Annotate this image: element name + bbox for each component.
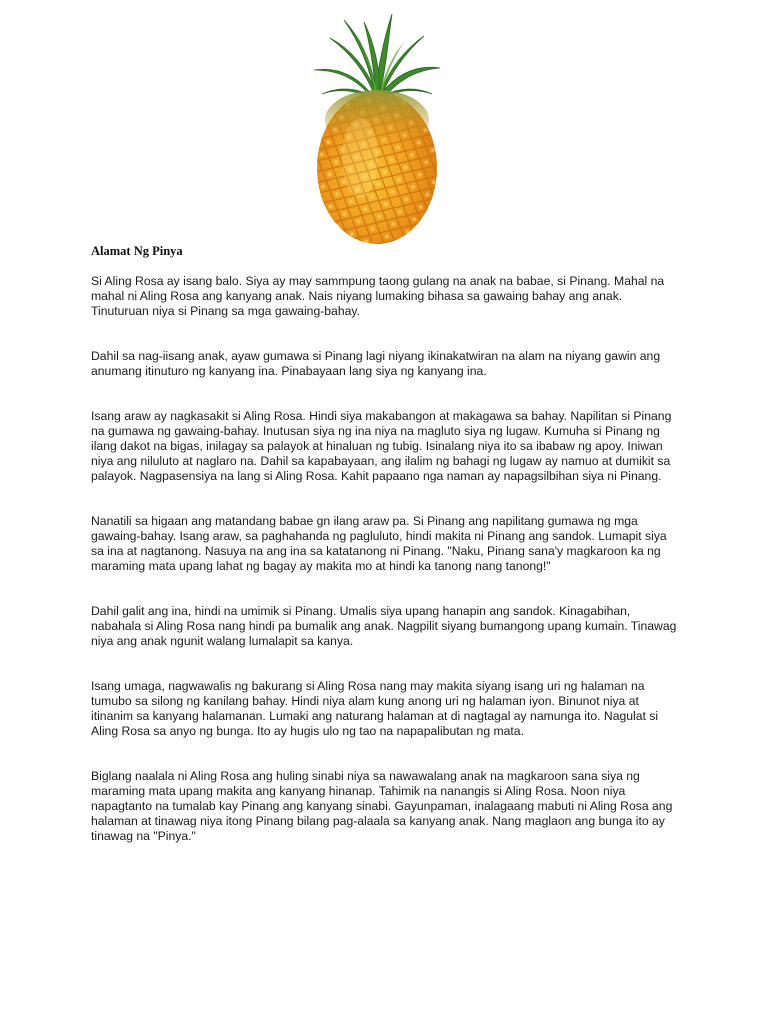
paragraph-7: Biglang naalala ni Aling Rosa ang huling sinabi niya sa nawawalang anak na magkaroon sana siya ng maraming mata upang makita ang kanyang hinanap. Tahimik na nanangis si Aling Rosa. Noon niya napagtanto na tumalab kay Pinang ang kanyang sinabi. Gayunpaman, inalagaang mabuti ni Aling Rosa ang halaman at tinawag niya itong Pinang bilang pag-alaala sa kanyang anak. Nang maglaon ang bunga ito ay tinawag na "Pinya.": [91, 769, 673, 843]
paragraph-2: Dahil sa nag-iisang anak, ayaw gumawa si Pinang lagi niyang ikinakatwiran na alam na niyang gawin ang anumang itinuturo ng kanyang ina. Pinabayaan lang siya ng kanyang ina.: [91, 349, 661, 378]
pineapple-illustration: [300, 8, 450, 246]
paragraph-1: Si Aling Rosa ay isang balo. Siya ay may sammpung taong gulang na anak na babae, si Pinang. Mahal na mahal ni Aling Rosa ang kanyang anak. Nais niyang lumaking bihasa sa gawaing bahay ang anak. Tinuturuan niya si Pinang sa mga gawaing-bahay.: [91, 274, 665, 318]
story-body: [91, 274, 681, 844]
paragraph-6: Isang umaga, nagwawalis ng bakurang si Aling Rosa nang may makita siyang isang uri ng halaman na tumubo sa silong ng kanilang bahay. Hindi niya alam kung anong uri ng halaman iyon. Binunot niya at itinanim sa kanyang halamanan. Lumaki ang naturang halaman at di nagtagal ay namunga ito. Nagulat si Aling Rosa sa anyo ng bunga. Ito ay hugis ulo ng tao na napapalibutan ng mata.: [91, 679, 659, 738]
paragraph-4: Nanatili sa higaan ang matandang babae gn ilang araw pa. Si Pinang ang napilitang gumawa ng mga gawaing-bahay. Isang araw, sa paghahanda ng pagluluto, hindi makita ni Pinang ang sandok. Lumapit siya sa ina at nagtanong. Nasuya na ang ina sa katatanong ni Pinang. "Naku, Pinang sana'y magkaroon ka ng maraming mata upang lahat ng bagay ay makita mo at hindi ka tanong nang tanong!": [91, 514, 667, 573]
document-title: Alamat Ng Pinya: [91, 244, 183, 258]
paragraph-5: Dahil galit ang ina, hindi na umimik si Pinang. Umalis siya upang hanapin ang sandok. Kinagabihan, nabahala si Aling Rosa nang hindi pa bumalik ang anak. Nagpilit siyang bumangong upang kumain. Tinawag niya ang anak ngunit walang lumalapit sa kanya.: [91, 604, 677, 648]
paragraph-3: Isang araw ay nagkasakit si Aling Rosa. Hindi siya makabangon at makagawa sa bahay. Napilitan si Pinang na gumawa ng gawaing-bahay. Inutusan siya ng ina niya na magluto siya ng lugaw. Kumuha si Pinang ng ilang dakot na bigas, inilagay sa palayok at hinaluan ng tubig. Isinalang niya ito sa ibabaw ng apoy. Iniwan niya ang niluluto at naglaro na. Dahil sa kapabayaan, ang ilalim ng bahagi ng lugaw ay namuo at dumikit sa palayok. Nagpasensiya na lang si Aling Rosa. Kahit papaano nga naman ay napagsilbihan siya ni Pinang.: [91, 409, 672, 483]
